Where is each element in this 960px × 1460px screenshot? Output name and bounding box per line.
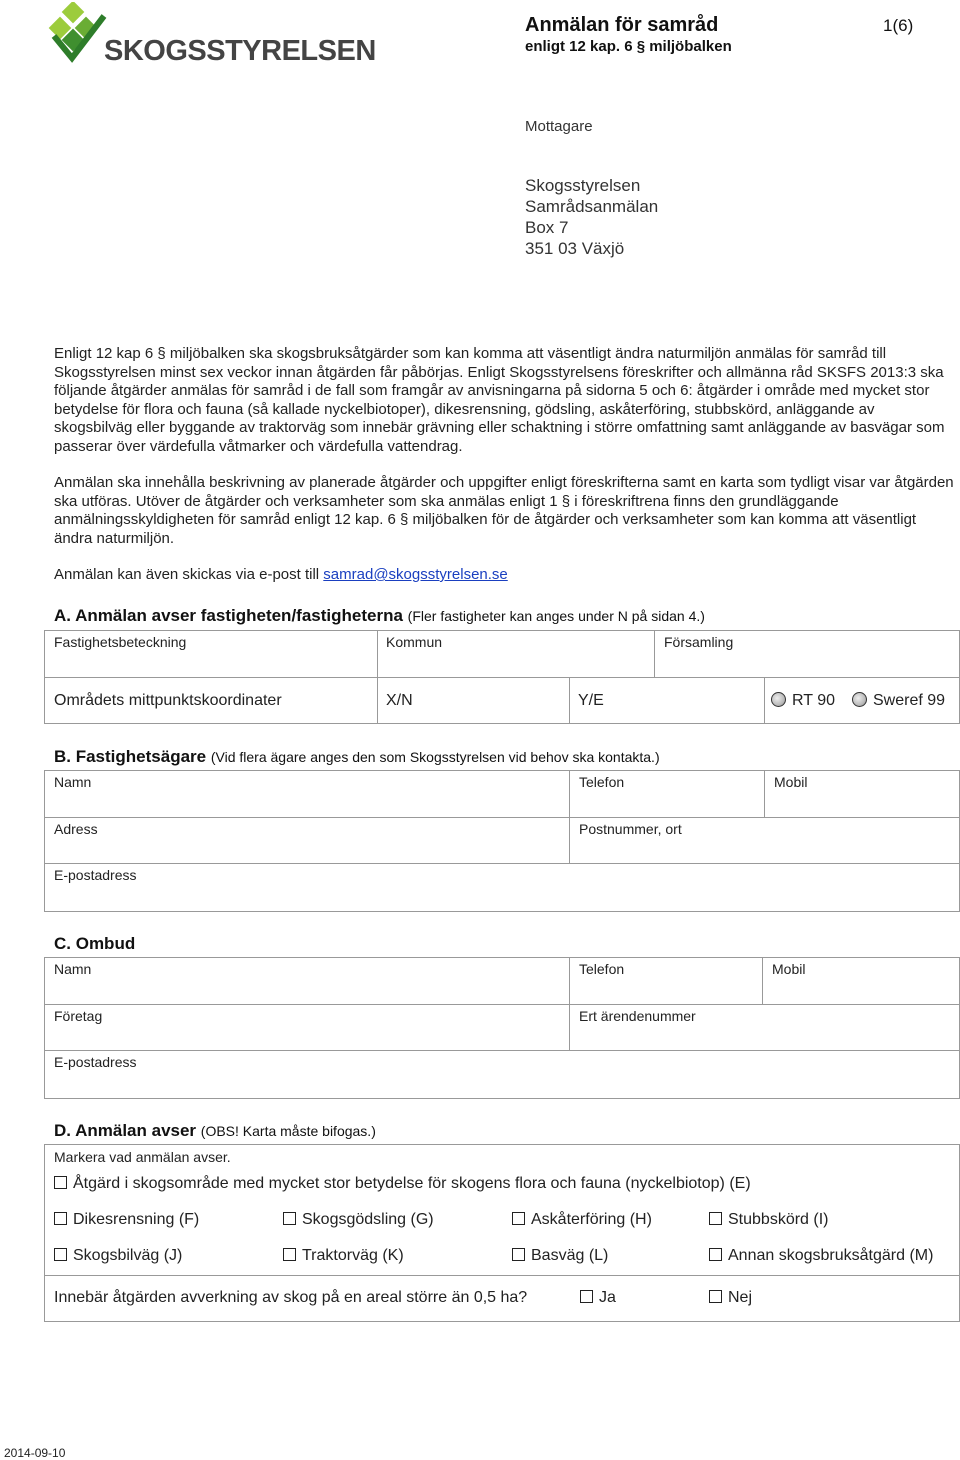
- checkbox-traktorvag[interactable]: [283, 1247, 404, 1265]
- sweref99-option[interactable]: [852, 692, 945, 710]
- section-a-heading: [54, 606, 705, 626]
- fastighetsbeteckning-field[interactable]: Fastighetsbeteckning: [54, 634, 187, 650]
- checkbox-label: Ja: [599, 1289, 616, 1306]
- checkbox-label: Traktorväg (K): [302, 1247, 404, 1264]
- section-b-title: B. Fastighetsägare: [54, 747, 207, 766]
- checkbox-label: Dikesrensning (F): [73, 1211, 200, 1228]
- checkbox-skogsbilvag[interactable]: [54, 1247, 182, 1265]
- radio-icon[interactable]: [852, 692, 867, 707]
- intro-paragraph-2: Anmälan ska innehålla beskrivning av planerade åtgärder och uppgifter enligt föreskrifterna samt en karta som tydligt visar var åtgärden ska utföras. Utöver de åtgärder och verksamheter som ska anmälas enligt 1 § i föreskriftrena finns den grundläggande anmälningsskyldigheten för samråd enligt 12 kap. 6 § miljöbalken för de åtgärder och verksamheter som kan komma att väsentligt ändra naturmiljön.: [54, 474, 954, 547]
- sweref99-label: Sweref 99: [873, 692, 946, 709]
- owner-email-field[interactable]: E-postadress: [54, 867, 137, 883]
- page-number: 1(6): [883, 16, 914, 35]
- recipient-line: Skogsstyrelsen: [525, 176, 641, 195]
- owner-name-field[interactable]: Namn: [54, 774, 92, 790]
- section-d-title: D. Anmälan avser: [54, 1121, 197, 1140]
- checkbox-icon[interactable]: [283, 1212, 296, 1225]
- checkbox-icon[interactable]: [54, 1176, 67, 1189]
- rt90-label: RT 90: [792, 692, 835, 709]
- checkbox-icon[interactable]: [709, 1212, 722, 1225]
- email-prefix: Anmälan kan även skickas via e-post till: [54, 566, 324, 583]
- section-d-instruction: Markera vad anmälan avser.: [54, 1149, 231, 1165]
- section-c-box: [44, 957, 960, 1099]
- checkbox-skogsgodsling[interactable]: [283, 1211, 434, 1229]
- owner-address-field[interactable]: Adress: [54, 821, 98, 837]
- form-title: Anmälan för samråd: [525, 14, 719, 36]
- checkbox-icon[interactable]: [709, 1248, 722, 1261]
- section-b-box: [44, 770, 960, 912]
- checkbox-basvag[interactable]: [512, 1247, 608, 1265]
- agent-phone-field[interactable]: Telefon: [579, 961, 625, 977]
- intro-paragraph-1: Enligt 12 kap 6 § miljöbalken ska skogsbruksåtgärder som kan komma att väsentligt ändra naturmiljön anmälas för samråd till Skogsstyrelsen minst sex veckor innan åtgärden får påbörjas. Enligt Skogsstyrelsens föreskrifter och allmänna råd SKSFS 2013:3 ska följande åtgärder anmälas för samråd i de fall som framgår av anvisningarna på sidorna 5 och 6: åtgärder i område med mycket stor betydelse för flora och fauna (så kallade nyckelbiotoper), dikesrensning, gödsling, askåterföring, stubbskörd, anläggande av skogsbilväg eller byggande av traktorväg som innebär grävning eller schaktning i större omfattning samt anläggande av basvägar som passerar över värdefulla våtmarker och värdefulla vattendrag.: [54, 345, 945, 455]
- checkbox-ja[interactable]: [580, 1289, 616, 1307]
- recipient-line: Box 7: [525, 218, 569, 237]
- checkbox-askaterforing[interactable]: [512, 1211, 652, 1229]
- footer-date: 2014-09-10: [4, 1446, 66, 1460]
- checkbox-icon[interactable]: [709, 1290, 722, 1303]
- checkbox-icon[interactable]: [512, 1212, 525, 1225]
- email-link[interactable]: samrad@skogsstyrelsen.se: [323, 566, 508, 583]
- section-b-note: (Vid flera ägare anges den som Skogsstyrelsen vid behov ska kontakta.): [210, 749, 660, 765]
- checkbox-nyckelbiotop[interactable]: [54, 1175, 751, 1193]
- owner-mobile-field[interactable]: Mobil: [774, 774, 808, 790]
- checkbox-dikesrensning[interactable]: [54, 1211, 199, 1229]
- section-b-heading: [54, 747, 660, 767]
- checkbox-icon[interactable]: [54, 1248, 67, 1261]
- checkbox-label: Stubbskörd (I): [728, 1211, 829, 1228]
- recipient-line: 351 03 Växjö: [525, 239, 625, 258]
- recipient-label: Mottagare: [525, 118, 593, 135]
- rt90-option[interactable]: [771, 692, 835, 710]
- checkbox-label: Askåterföring (H): [531, 1211, 652, 1228]
- form-subtitle: enligt 12 kap. 6 § miljöbalken: [525, 38, 732, 55]
- avverkning-question: Innebär åtgärden avverkning av skog på en areal större än 0,5 ha?: [54, 1289, 528, 1306]
- checkbox-icon[interactable]: [283, 1248, 296, 1261]
- checkbox-label: Basväg (L): [531, 1247, 609, 1264]
- agent-email-field[interactable]: E-postadress: [54, 1054, 137, 1070]
- checkbox-label: Annan skogsbruksåtgärd (M): [728, 1247, 934, 1264]
- checkbox-icon[interactable]: [512, 1248, 525, 1261]
- section-a-box: [44, 630, 960, 724]
- checkbox-annan[interactable]: [709, 1247, 933, 1265]
- recipient-line: Samrådsanmälan: [525, 197, 659, 216]
- agent-name-field[interactable]: Namn: [54, 961, 92, 977]
- skogsstyrelsen-logo: [48, 2, 376, 67]
- section-a-title: A. Anmälan avser fastigheten/fastigheterna: [54, 606, 403, 625]
- owner-postal-field[interactable]: Postnummer, ort: [579, 821, 682, 837]
- kommun-field[interactable]: Kommun: [386, 634, 443, 650]
- logo-mark-icon: [48, 2, 108, 66]
- logo-text: SKOGSSTYRELSEN: [104, 35, 376, 67]
- section-d-box: [44, 1144, 960, 1322]
- section-d-note: (OBS! Karta måste bifogas.): [200, 1123, 376, 1139]
- agent-company-field[interactable]: Företag: [54, 1008, 103, 1024]
- checkbox-label: Skogsgödsling (G): [302, 1211, 434, 1228]
- intro-paragraph-3: [54, 566, 954, 585]
- checkbox-label: Nej: [728, 1289, 753, 1306]
- section-d-heading: [54, 1121, 376, 1141]
- xn-field[interactable]: X/N: [386, 692, 413, 709]
- forsamling-field[interactable]: Församling: [664, 634, 734, 650]
- checkbox-stubbskord[interactable]: [709, 1211, 828, 1229]
- checkbox-label: Skogsbilväg (J): [73, 1247, 183, 1264]
- section-c-heading: C. Ombud: [54, 934, 136, 953]
- checkbox-icon[interactable]: [54, 1212, 67, 1225]
- ye-field[interactable]: Y/E: [578, 692, 604, 709]
- checkbox-nej[interactable]: [709, 1289, 752, 1307]
- coordinates-label: Områdets mittpunktskoordinater: [54, 692, 282, 709]
- section-a-note: (Fler fastigheter kan anges under N på sidan 4.): [407, 608, 705, 624]
- agent-mobile-field[interactable]: Mobil: [772, 961, 806, 977]
- owner-phone-field[interactable]: Telefon: [579, 774, 625, 790]
- checkbox-label: Åtgärd i skogsområde med mycket stor betydelse för skogens flora och fauna (nyckelbiotop) (E): [73, 1175, 751, 1192]
- checkbox-icon[interactable]: [580, 1290, 593, 1303]
- radio-icon[interactable]: [771, 692, 786, 707]
- agent-case-number-field[interactable]: Ert ärendenummer: [579, 1008, 696, 1024]
